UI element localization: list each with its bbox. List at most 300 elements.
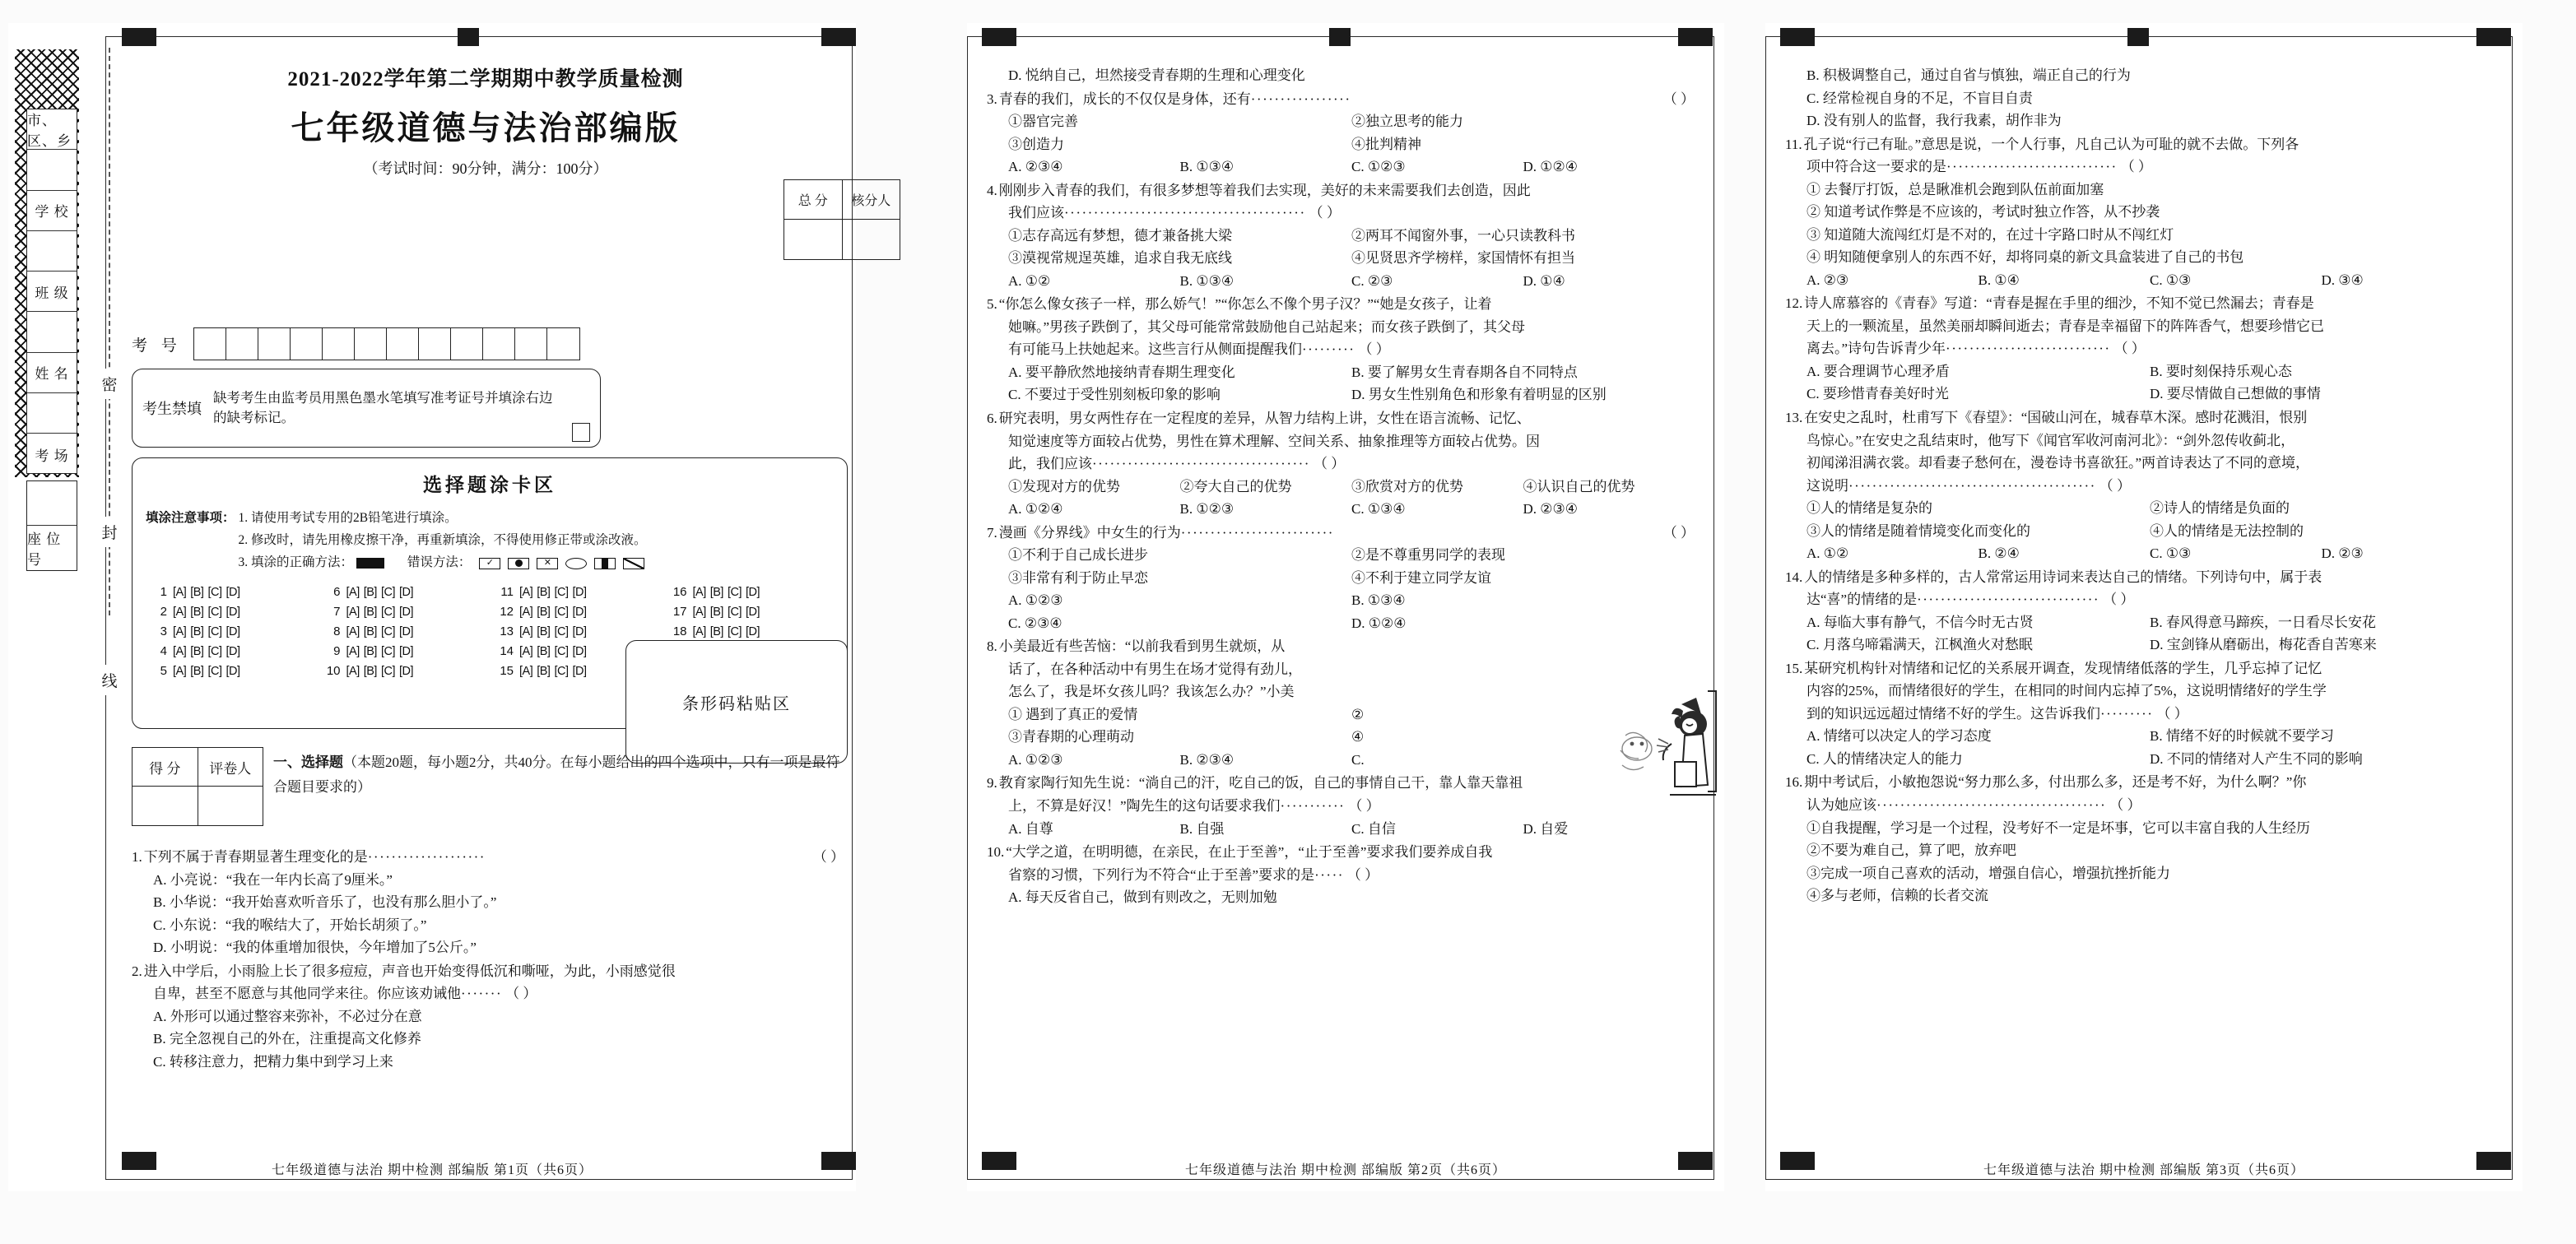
answer-row[interactable] bbox=[492, 605, 661, 619]
answer-blank[interactable]: （ ） bbox=[2120, 159, 2152, 175]
page-3-footer: 七年级道德与法治 期中检测 部编版 第3页（共6页） bbox=[1983, 1163, 2304, 1177]
question-stem bbox=[987, 179, 1695, 202]
exam-number-cell[interactable] bbox=[323, 328, 355, 360]
choice-text[interactable]: D. ②③ bbox=[2321, 545, 2364, 562]
option-text: D. 要尽情做自己想做的事情 bbox=[2150, 386, 2321, 402]
leader-dots: ··········· bbox=[1280, 798, 1346, 814]
reg-input-room[interactable] bbox=[27, 481, 77, 526]
sub-option-text: ③人的情绪是随着情境变化而变化的 bbox=[1806, 522, 2030, 539]
option-text: D. 悦纳自己，坦然接受青春期的生理和心理变化 bbox=[1008, 67, 1305, 83]
question-stem-text: 自卑，甚至不愿意与其他同学来往。你应该劝诫他 bbox=[153, 986, 461, 1002]
choice-text[interactable]: C. ②③ bbox=[1351, 272, 1393, 289]
answer-bubble[interactable]: [A] bbox=[519, 605, 533, 619]
answer-row-number: 14 bbox=[500, 644, 514, 659]
choice-row bbox=[987, 156, 1695, 179]
sub-option-text: ④ bbox=[1351, 729, 1365, 745]
sub-option-row bbox=[987, 247, 1695, 270]
answer-bubble[interactable]: [C] bbox=[380, 644, 395, 658]
answer-bubble[interactable]: [D] bbox=[572, 644, 587, 658]
question-stem-text: 她嘛。”男孩子跌倒了，其父母可能常常鼓励他自己站起来；而女孩子跌倒了，其父母 bbox=[1008, 318, 1526, 335]
register-mark-p2-tc bbox=[1329, 28, 1351, 46]
choice-text[interactable]: B. ①③④ bbox=[1351, 592, 1406, 609]
answer-bubble[interactable]: [D] bbox=[572, 605, 587, 619]
question-stem-text: 怎么了，我是坏女孩儿吗？我该怎么办？”小美 bbox=[1008, 684, 1295, 700]
choice-text[interactable]: A. ①② bbox=[1806, 545, 1849, 562]
answer-row[interactable] bbox=[319, 624, 488, 638]
choice-text[interactable]: B. 自强 bbox=[1179, 820, 1225, 837]
sub-option-text: ③非常有利于防止早恋 bbox=[1008, 569, 1148, 586]
answer-bubble[interactable]: [A] bbox=[173, 644, 187, 658]
grade-score-value[interactable] bbox=[133, 787, 198, 825]
leader-dots: ···················· bbox=[367, 849, 486, 865]
answer-bubble[interactable]: [B] bbox=[190, 605, 204, 619]
seal-char-mi: 密 bbox=[97, 369, 122, 399]
exam-number-cell[interactable] bbox=[291, 328, 323, 360]
answer-bubble[interactable]: [A] bbox=[346, 644, 360, 658]
answer-blank[interactable]: （ ） bbox=[2113, 341, 2146, 357]
question-stem-cont bbox=[1785, 475, 2493, 498]
answer-bubble[interactable]: [B] bbox=[190, 624, 204, 638]
choice-row bbox=[987, 589, 1695, 612]
answer-bubble[interactable]: [D] bbox=[572, 585, 587, 599]
choice-text[interactable]: A. ②③④ bbox=[1008, 159, 1063, 175]
question-block bbox=[987, 179, 1695, 293]
option-text: C. 小东说：“我的喉结大了，开始长胡须了。” bbox=[153, 917, 427, 933]
question-stem-text: 这说明 bbox=[1806, 477, 1848, 494]
answer-bubble[interactable]: [D] bbox=[226, 585, 240, 599]
exam-number-cell[interactable] bbox=[547, 328, 579, 360]
question-column-2 bbox=[987, 64, 1695, 910]
answer-bubble[interactable]: [D] bbox=[746, 585, 760, 599]
question-stem bbox=[1785, 566, 2493, 589]
question-stem-text: 青春的我们，成长的不仅仅是身体，还有················· bbox=[999, 88, 1660, 111]
answer-row[interactable] bbox=[319, 664, 488, 678]
answer-bubble[interactable]: [D] bbox=[399, 585, 414, 599]
choice-text[interactable]: A. 自尊 bbox=[1008, 820, 1053, 837]
reg-input-city[interactable] bbox=[27, 150, 77, 190]
answer-blank[interactable]: （ ） bbox=[505, 986, 537, 1002]
slash-mark-icon bbox=[623, 558, 644, 569]
question-stem-cont bbox=[132, 982, 844, 1005]
choice-row bbox=[987, 749, 1695, 772]
sub-option-text: ②诗人的情绪是负面的 bbox=[2150, 500, 2290, 517]
choice-text[interactable]: C. 自信 bbox=[1351, 820, 1396, 837]
leader-dots: ·········································· bbox=[1848, 477, 2096, 494]
question-block bbox=[987, 772, 1695, 840]
answer-bubble[interactable]: [A] bbox=[173, 585, 187, 599]
page-header bbox=[123, 63, 848, 179]
question-stem-cont bbox=[1785, 452, 2493, 475]
answer-bubble[interactable]: [D] bbox=[226, 624, 240, 638]
answer-bubble[interactable]: [C] bbox=[554, 605, 569, 619]
choice-text[interactable]: A. ①②④ bbox=[1008, 501, 1063, 518]
choice-row bbox=[987, 612, 1695, 635]
option-row bbox=[987, 361, 1695, 384]
question-stem-text: 初闻涕泪满衣裳。却看妻子愁何在，漫卷诗书喜欲狂。”两首诗表达了不同的意境， bbox=[1806, 455, 2310, 471]
sub-option-text: ④认识自己的优势 bbox=[1523, 478, 1635, 494]
exam-number-cell[interactable] bbox=[483, 328, 515, 360]
answer-bubble[interactable]: [B] bbox=[363, 605, 377, 619]
question-stem-text: 某研究机构针对情绪和记忆的关系展开调查，发现情绪低落的学生，几乎忘掉了记忆 bbox=[1804, 660, 2323, 676]
answer-bubble[interactable]: [C] bbox=[554, 585, 569, 599]
option-text: D. 男女生性别角色和形象有着明显的区别 bbox=[1351, 387, 1607, 403]
answer-bubble[interactable]: [B] bbox=[537, 644, 551, 658]
choice-text[interactable]: C. ①③④ bbox=[1351, 501, 1406, 518]
leader-dots: ················· bbox=[1250, 91, 1351, 107]
exam-number-cell[interactable] bbox=[451, 328, 483, 360]
answer-bubble[interactable]: [A] bbox=[173, 664, 187, 678]
answer-row[interactable] bbox=[666, 585, 835, 599]
answer-row-number: 3 bbox=[160, 624, 167, 639]
answer-bubble[interactable]: [A] bbox=[173, 605, 187, 619]
answer-bubble[interactable]: [D] bbox=[226, 644, 240, 658]
question-column-3 bbox=[1785, 64, 2493, 908]
choice-text[interactable]: C. ①③ bbox=[2150, 272, 2192, 288]
sub-option-row bbox=[987, 225, 1695, 248]
answer-bubble[interactable]: [D] bbox=[226, 664, 240, 678]
answer-row[interactable] bbox=[146, 605, 314, 619]
sub-option-row bbox=[987, 544, 1695, 567]
answer-row[interactable] bbox=[146, 585, 314, 599]
option-row bbox=[1785, 360, 2493, 383]
answer-row[interactable] bbox=[492, 624, 661, 638]
choice-text[interactable]: B. ①②③ bbox=[1179, 501, 1235, 518]
answer-bubble[interactable]: [C] bbox=[207, 624, 222, 638]
answer-bubble[interactable]: [A] bbox=[173, 624, 187, 638]
choice-row bbox=[987, 270, 1695, 293]
answer-bubble[interactable]: [A] bbox=[346, 664, 360, 678]
answer-bubble[interactable]: [B] bbox=[537, 605, 551, 619]
question-stem-text: 孔子说“行己有耻。”意思是说，一个人行事，凡自己认为可耻的就不去做。下列各 bbox=[1803, 136, 2299, 152]
edition-label: 部编版 bbox=[574, 109, 681, 146]
answer-bubble[interactable]: [B] bbox=[190, 585, 204, 599]
choice-text[interactable]: C. ①③ bbox=[2150, 545, 2192, 562]
choice-text[interactable]: B. ①③④ bbox=[1179, 159, 1235, 175]
reg-label-name: 姓 名 bbox=[27, 353, 77, 393]
reg-label-city: 市、区、乡 bbox=[27, 109, 77, 150]
exam-title: 2021-2022学年第二学期期中教学质量检测 bbox=[287, 68, 684, 91]
question-stem-text: 期中考试后，小敏抱怨说“努力那么多，付出那么多，还是考不好，为什么啊？”你 bbox=[1804, 774, 2307, 791]
registration-fields bbox=[26, 109, 77, 474]
choice-text[interactable]: B. ①④ bbox=[1978, 272, 2020, 288]
answer-blank[interactable]: （ ） bbox=[1662, 524, 1695, 541]
choice-text[interactable]: C. ②③④ bbox=[1008, 615, 1062, 631]
question-block bbox=[1785, 771, 2493, 907]
choice-text[interactable]: B. ②③④ bbox=[1179, 751, 1235, 768]
answer-row[interactable] bbox=[666, 605, 835, 619]
answer-bubble[interactable]: [B] bbox=[190, 664, 204, 678]
answer-bubble[interactable]: [B] bbox=[190, 644, 204, 658]
section-heading-detail: （本题20题，每小题2分，共40分。在每小题给出的四个选项中，只有一项是最符合题目要求的） bbox=[273, 754, 840, 795]
question-stem-cont bbox=[1785, 337, 2493, 360]
cross-mark-icon: ✕ bbox=[537, 558, 558, 569]
question-stem-cont bbox=[1785, 794, 2493, 817]
sub-option-row bbox=[987, 703, 1695, 726]
answer-bubble[interactable]: [C] bbox=[554, 624, 569, 638]
question-block bbox=[132, 846, 844, 959]
sub-option-row bbox=[987, 726, 1695, 749]
answer-bubble[interactable]: [D] bbox=[746, 605, 760, 619]
question-stem-text: 上，不算是好汉！”陶先生的这句话要求我们 bbox=[1008, 798, 1281, 814]
reg-input-class[interactable] bbox=[27, 312, 77, 352]
choice-text[interactable]: D. 自爱 bbox=[1523, 820, 1569, 837]
answer-bubble[interactable]: [B] bbox=[363, 664, 377, 678]
question-block bbox=[987, 64, 1695, 87]
choice-text[interactable]: A. ①②③ bbox=[1008, 751, 1063, 768]
answer-row[interactable] bbox=[319, 605, 488, 619]
answer-row-number: 8 bbox=[333, 624, 341, 639]
option-text: B. 积极调整自己，通过自省与慎独，端正自己的行为 bbox=[1806, 67, 2131, 83]
answer-bubble[interactable]: [C] bbox=[727, 605, 742, 619]
question-stem-text: “你怎么像女孩子一样，那么娇气！”“你怎么不像个男子汉？”“她是女孩子，让着 bbox=[998, 296, 1492, 313]
answer-bubble[interactable]: [D] bbox=[572, 624, 587, 638]
answer-bubble[interactable]: [D] bbox=[399, 605, 414, 619]
answer-bubble[interactable]: [A] bbox=[346, 585, 360, 599]
answer-bubble[interactable]: [A] bbox=[692, 585, 706, 599]
answer-bubble[interactable]: [B] bbox=[363, 644, 377, 658]
answer-bubble[interactable]: [D] bbox=[746, 624, 760, 638]
option-text: B. 要时刻保持乐观心态 bbox=[2150, 363, 2292, 379]
reg-input-name[interactable] bbox=[27, 393, 77, 434]
answer-bubble[interactable]: [D] bbox=[399, 644, 414, 658]
question-stem-text: 进入中学后，小雨脸上长了很多痘痘，声音也开始变得低沉和嘶哑，为此，小雨感觉很 bbox=[143, 963, 676, 979]
forbid-label: 考生禁填 bbox=[142, 401, 202, 417]
sub-option-text: ①不利于自己成长进步 bbox=[1008, 547, 1148, 564]
answer-row[interactable] bbox=[319, 644, 488, 658]
leader-dots: ····· bbox=[1314, 866, 1344, 883]
total-score-label: 总 分 bbox=[784, 180, 843, 220]
question-block bbox=[987, 841, 1695, 909]
question-stem-cont bbox=[987, 864, 1695, 887]
sub-option-row bbox=[1785, 497, 2493, 520]
choice-text[interactable]: B. ②④ bbox=[1978, 545, 2020, 562]
answer-bubble[interactable]: [B] bbox=[537, 585, 551, 599]
answer-row[interactable] bbox=[319, 585, 488, 599]
absent-checkbox[interactable] bbox=[572, 423, 590, 442]
exam-number-cell[interactable] bbox=[387, 328, 419, 360]
grading-box bbox=[132, 747, 263, 826]
exam-number-cell[interactable] bbox=[226, 328, 258, 360]
answer-blank[interactable]: （ ） bbox=[2156, 705, 2188, 722]
answer-bubble[interactable]: [B] bbox=[709, 585, 723, 599]
answer-row[interactable] bbox=[666, 624, 835, 638]
choice-text[interactable]: A. ①②③ bbox=[1008, 592, 1063, 609]
fill-notes bbox=[146, 507, 834, 573]
answer-bubble[interactable]: [D] bbox=[399, 624, 414, 638]
sub-option-row bbox=[987, 476, 1695, 499]
question-stem bbox=[132, 846, 844, 869]
choice-text[interactable]: D. ③④ bbox=[2321, 272, 2364, 288]
answer-row-number: 18 bbox=[672, 624, 687, 639]
option-text: ②不要为难自己，算了吧，放弃吧 bbox=[1806, 842, 2016, 859]
question-stem bbox=[1785, 133, 2493, 156]
option-text: C. 不要过于受性别刻板印象的影响 bbox=[1008, 387, 1221, 403]
answer-bubble[interactable]: [C] bbox=[380, 585, 395, 599]
register-mark-p2-tl bbox=[982, 28, 1016, 46]
question-stem bbox=[1785, 771, 2493, 794]
correct-fill-mark-icon bbox=[356, 558, 384, 569]
question-stem-cont bbox=[1785, 315, 2493, 338]
exam-number-cell[interactable] bbox=[355, 328, 387, 360]
reg-label-school: 学 校 bbox=[27, 191, 77, 231]
answer-blank[interactable]: （ ） bbox=[1313, 456, 1346, 472]
answer-bubble[interactable]: [B] bbox=[363, 624, 377, 638]
question-stem-cont bbox=[1785, 703, 2493, 726]
answer-bubble[interactable]: [C] bbox=[207, 605, 222, 619]
option-text: A. 每天反省自己，做到有则改之，无则加勉 bbox=[1008, 889, 1277, 906]
question-stem-text: 此，我们应该 bbox=[1008, 456, 1092, 472]
choice-text[interactable]: D. ②③④ bbox=[1523, 501, 1578, 518]
forbid-text: 缺考考生由监考员用黑色墨水笔填写准考证号并填涂右边的缺考标记。 bbox=[213, 390, 553, 425]
sub-option-text: ①器官完善 bbox=[1008, 114, 1078, 130]
question-column-1 bbox=[132, 846, 844, 1074]
answer-blank[interactable]: （ ） bbox=[812, 849, 844, 865]
subject-title: 七年级道德与法治 bbox=[291, 109, 574, 146]
answer-bubble[interactable]: [C] bbox=[554, 664, 569, 678]
question-stem bbox=[1785, 292, 2493, 315]
answer-row[interactable] bbox=[146, 624, 314, 638]
answer-bubble[interactable]: [C] bbox=[727, 585, 742, 599]
answer-bubble[interactable]: [A] bbox=[519, 664, 533, 678]
option-text: ③ 知道随大流闯红灯是不对的，在过十字路口时从不闯红灯 bbox=[1806, 226, 2174, 243]
answer-bubble[interactable]: [C] bbox=[380, 605, 395, 619]
question-stem-cont bbox=[987, 202, 1695, 225]
question-stem bbox=[987, 522, 1695, 545]
choice-row bbox=[987, 818, 1695, 841]
answer-blank[interactable]: （ ） bbox=[2109, 797, 2141, 813]
exam-number-cell[interactable] bbox=[258, 328, 291, 360]
sub-option-text: ③漠视常规逞英雄，追求自我无底线 bbox=[1008, 250, 1232, 267]
question-number: 8. bbox=[987, 638, 997, 655]
answer-bubble[interactable]: [C] bbox=[554, 644, 569, 658]
answer-blank[interactable]: （ ） bbox=[1346, 866, 1379, 883]
answer-row-number: 4 bbox=[160, 644, 167, 659]
choice-text[interactable]: D. ①②④ bbox=[1351, 615, 1407, 631]
option-text: B. 完全忽视自己的外在，注重提高文化修养 bbox=[153, 1031, 421, 1047]
option-text: D. 不同的情绪对人产生不同的影响 bbox=[2150, 750, 2363, 767]
answer-bubble[interactable]: [A] bbox=[519, 585, 533, 599]
option-text: A. 要合理调节心理矛盾 bbox=[1806, 363, 1950, 379]
option-text: B. 情绪不好的时候就不要学习 bbox=[2150, 728, 2334, 745]
answer-bubble[interactable]: [C] bbox=[727, 624, 742, 638]
answer-bubble[interactable]: [A] bbox=[519, 624, 533, 638]
answer-bubble[interactable]: [D] bbox=[572, 664, 587, 678]
choice-text[interactable]: C. ①②③ bbox=[1351, 159, 1406, 175]
fill-note-2: 2. 修改时，请先用橡皮擦干净，再重新填涂，不得使用修正带或涂改液。 bbox=[238, 533, 647, 548]
answer-blank[interactable]: （ ） bbox=[2099, 477, 2132, 494]
answer-bubble[interactable]: [C] bbox=[380, 624, 395, 638]
option-text: B. 春风得意马蹄疾，一日看尽长安花 bbox=[2150, 614, 2376, 630]
answer-row-number: 13 bbox=[500, 624, 514, 639]
grade-score-label: 得 分 bbox=[133, 748, 198, 787]
question-block bbox=[1785, 133, 2493, 292]
answer-blank[interactable]: （ ） bbox=[2103, 592, 2135, 608]
answer-bubble[interactable]: [A] bbox=[692, 605, 706, 619]
scorer-value[interactable] bbox=[843, 220, 900, 259]
exam-page-3 bbox=[1765, 23, 2523, 1191]
sub-option-row bbox=[987, 567, 1695, 590]
answer-bubble[interactable]: [B] bbox=[709, 605, 723, 619]
scorer-label: 核分人 bbox=[843, 180, 900, 220]
answer-bubble[interactable]: [B] bbox=[537, 664, 551, 678]
choice-text[interactable]: A. ①② bbox=[1008, 272, 1051, 289]
choice-text[interactable]: D. ①②④ bbox=[1523, 159, 1578, 175]
question-number: 16. bbox=[1785, 774, 1803, 791]
answer-bubble[interactable]: [B] bbox=[363, 585, 377, 599]
exam-number-cell[interactable] bbox=[515, 328, 547, 360]
choice-text[interactable]: B. ①③④ bbox=[1179, 272, 1235, 289]
fill-notes-label: 填涂注意事项： bbox=[146, 511, 235, 525]
choice-text[interactable]: D. ①④ bbox=[1523, 272, 1565, 289]
wrong-method-label: 错误方法： bbox=[407, 555, 472, 570]
answer-row[interactable] bbox=[146, 644, 314, 658]
question-number: 13. bbox=[1785, 409, 1803, 425]
option-text: A. 外形可以通过整容来弥补，不必过分在意 bbox=[153, 1008, 422, 1024]
sub-option-text: ①志存高远有梦想，德才兼备挑大梁 bbox=[1008, 227, 1232, 244]
answer-bubble[interactable]: [B] bbox=[537, 624, 551, 638]
answer-bubble[interactable]: [C] bbox=[207, 664, 222, 678]
question-stem-text: 我们应该 bbox=[1008, 205, 1064, 221]
question-block bbox=[1785, 657, 2493, 771]
option-text: D. 没有别人的监督，我行我素，胡作非为 bbox=[1806, 113, 2062, 129]
question-stem bbox=[987, 635, 1695, 658]
total-score-value[interactable] bbox=[784, 220, 843, 259]
answer-row[interactable] bbox=[492, 585, 661, 599]
answer-bubble[interactable]: [A] bbox=[692, 624, 706, 638]
answer-row[interactable] bbox=[146, 664, 314, 678]
answer-bubble[interactable]: [C] bbox=[207, 644, 222, 658]
sub-option-text: ④见贤思齐学榜样，家国情怀有担当 bbox=[1351, 250, 1575, 267]
answer-bubble[interactable]: [B] bbox=[709, 624, 723, 638]
exam-number-grid[interactable] bbox=[193, 327, 580, 360]
choice-row bbox=[1785, 542, 2493, 565]
answer-blank[interactable]: （ ） bbox=[1309, 205, 1341, 221]
answer-bubble[interactable]: [A] bbox=[346, 624, 360, 638]
exam-number-cell[interactable] bbox=[194, 328, 226, 360]
choice-text[interactable]: A. ②③ bbox=[1806, 272, 1849, 288]
question-block bbox=[1785, 566, 2493, 657]
choice-row bbox=[987, 498, 1695, 521]
choice-row bbox=[1785, 269, 2493, 292]
question-number: 11. bbox=[1785, 136, 1802, 152]
question-number: 10. bbox=[987, 844, 1005, 861]
leader-dots: ····································· bbox=[1092, 456, 1310, 472]
sub-option-text: ②夸大自己的优势 bbox=[1179, 478, 1292, 494]
answer-bubble[interactable]: [C] bbox=[207, 585, 222, 599]
leader-dots: ········· bbox=[2100, 705, 2154, 722]
total-score-table bbox=[783, 179, 900, 260]
grader-value[interactable] bbox=[198, 787, 263, 825]
page-1-footer: 七年级道德与法治 期中检测 部编版 第1页（共6页） bbox=[271, 1163, 593, 1177]
answer-bubble[interactable]: [C] bbox=[380, 664, 395, 678]
question-stem-cont bbox=[987, 658, 1695, 681]
answer-blank[interactable]: （ ） bbox=[1358, 341, 1390, 358]
answer-bubble[interactable]: [D] bbox=[399, 664, 414, 678]
question-stem-cont bbox=[987, 795, 1695, 818]
answer-bubble[interactable]: [A] bbox=[346, 605, 360, 619]
answer-blank[interactable]: （ ） bbox=[1662, 91, 1695, 107]
exam-number-cell[interactable] bbox=[419, 328, 451, 360]
answer-bubble[interactable]: [A] bbox=[519, 644, 533, 658]
option-text: B. 要了解男女生青春期各自不同特点 bbox=[1351, 364, 1578, 380]
answer-bubble[interactable]: [D] bbox=[226, 605, 240, 619]
leader-dots: ········· bbox=[1302, 341, 1355, 358]
question-stem bbox=[987, 293, 1695, 316]
reg-input-school[interactable] bbox=[27, 231, 77, 272]
exam-number-row bbox=[132, 327, 848, 360]
answer-blank[interactable]: （ ） bbox=[1348, 798, 1380, 814]
choice-text[interactable]: C. bbox=[1351, 751, 1365, 768]
